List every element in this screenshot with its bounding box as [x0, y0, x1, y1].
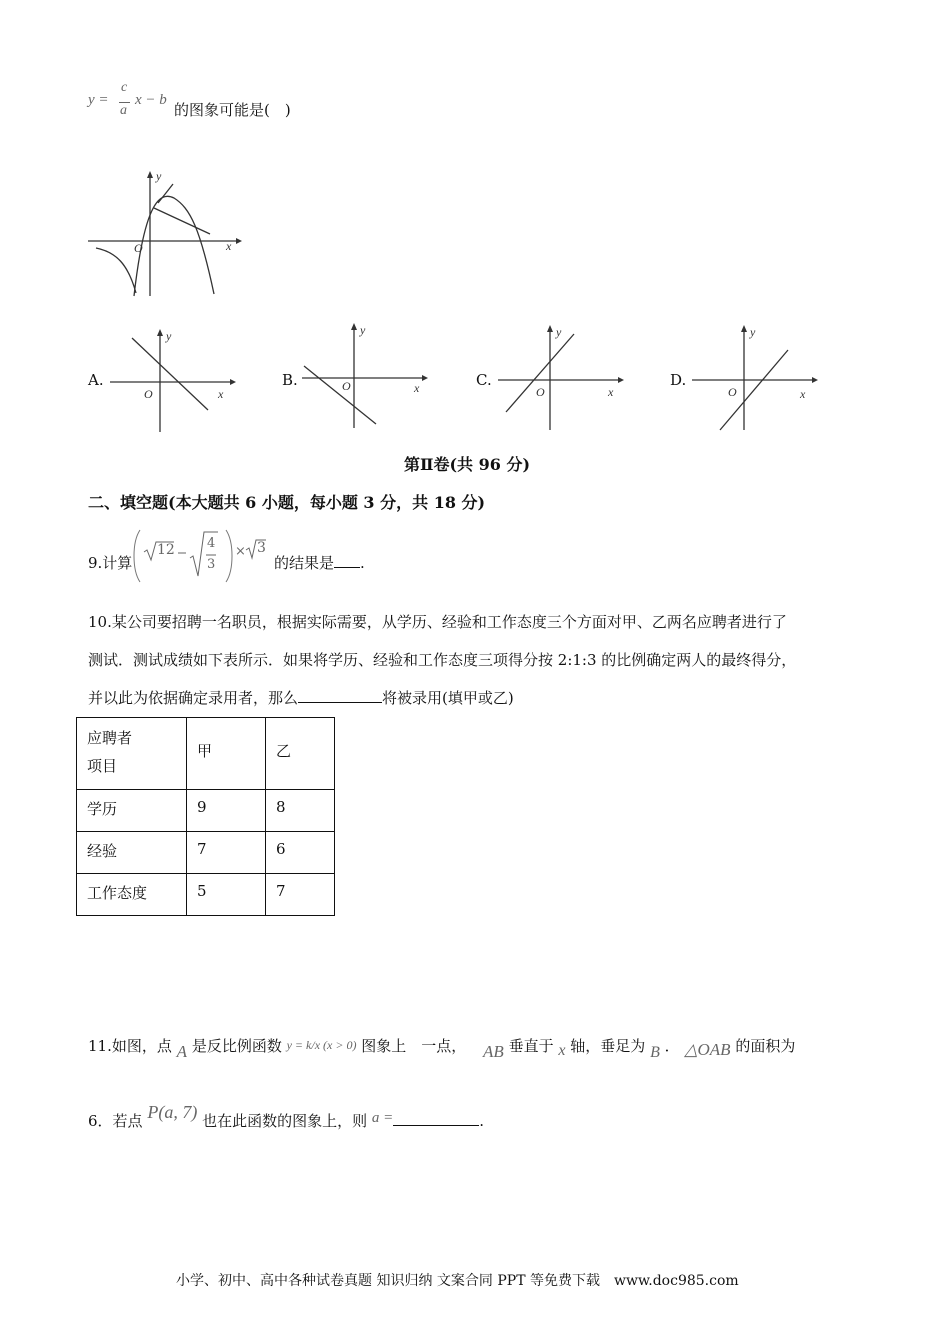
table-row [77, 832, 335, 874]
q9-prefix: 9.计算 [88, 554, 133, 572]
option-b-label: B. [282, 371, 298, 389]
table-item: 经验 [77, 832, 187, 874]
q11-line-2 [88, 1102, 485, 1132]
option-a-y: y [166, 329, 172, 343]
q9-suffix [274, 553, 365, 573]
table-cell: 8 [266, 790, 335, 832]
q9-times: × [235, 544, 246, 559]
option-d-graph [690, 322, 820, 434]
q9-sqrt3: 3 [257, 540, 266, 556]
q11-t4: 垂直于 [508, 1037, 554, 1055]
option-b-x: x [414, 381, 420, 395]
option-a-graph [108, 326, 238, 436]
main-graph-y-label: y [156, 169, 162, 183]
q11-point-a: A [176, 1042, 188, 1061]
table-item: 学历 [77, 790, 187, 832]
q9-frac-num: 4 [207, 536, 216, 551]
option-c-label: C. [476, 371, 492, 389]
q11-t7: 的面积为 [735, 1037, 796, 1055]
q11-answer-blank[interactable] [393, 1111, 479, 1126]
q11-end: . [479, 1112, 485, 1130]
table-row [77, 790, 335, 832]
table-item: 工作态度 [77, 874, 187, 916]
page-footer: 小学、初中、高中各种试卷真题 知识归纳 文案合同 PPT 等免费下载 www.doc985.com [176, 1273, 739, 1289]
q9-suffix-text: 的结果是 [274, 554, 335, 572]
q10-line-1: 10.某公司要招聘一名职员，根据实际需要，从学历、经验和工作态度三个方面对甲、乙两名应聘者进行了 [88, 613, 787, 631]
q10-line-2: 测试．测试成绩如下表所示．如果将学历、经验和工作态度三项得分按 2:1:3 的比例确定两人的最终得分， [88, 651, 797, 669]
option-b-o: O [342, 379, 351, 393]
option-c-y: y [556, 325, 562, 339]
q11-point-p: P [147, 1102, 159, 1122]
formula-den: a [120, 103, 127, 118]
option-a-o: O [144, 387, 153, 401]
option-a-x: x [218, 387, 224, 401]
q9-expression [132, 528, 272, 584]
option-d-y: y [750, 325, 756, 339]
q11-triangle: △OAB [684, 1040, 731, 1059]
fill-in-title: 二、填空题(本大题共 6 小题，每小题 3 分，共 18 分) [88, 493, 486, 512]
q11-l2a: 6．若点 [88, 1112, 143, 1130]
q11-x: x [558, 1042, 566, 1059]
option-d-x: x [800, 387, 806, 401]
q11-t3: 图象上 一点， [361, 1037, 467, 1055]
table-cell: 9 [187, 790, 266, 832]
table-cell: 7 [187, 832, 266, 874]
q11-t1: 11.如图，点 [88, 1037, 172, 1055]
q9-sqrt12: 12 [157, 542, 175, 558]
table-col-jia: 甲 [187, 718, 266, 790]
table-cell: 6 [266, 832, 335, 874]
main-graph-origin: O [134, 241, 143, 255]
q11-t6: ． [664, 1037, 680, 1055]
q8-formula [88, 80, 174, 128]
option-b-y: y [360, 323, 366, 337]
q11-ab: AB [483, 1042, 504, 1061]
table-row [77, 874, 335, 916]
q11-t5: 轴，垂足为 [570, 1037, 646, 1055]
option-d-o: O [728, 385, 737, 399]
option-c-graph [496, 322, 626, 432]
corner-applicant: 应聘者 [87, 729, 133, 747]
q11-function: y = k/x (x > 0) [286, 1038, 357, 1052]
main-function-graph [86, 168, 246, 300]
corner-item: 项目 [87, 757, 118, 775]
score-table [76, 717, 335, 916]
q9-frac-den: 3 [207, 557, 216, 572]
q11-t2: 是反比例函数 [191, 1037, 282, 1055]
formula-rest: x − b [135, 92, 167, 108]
section-title: 第Ⅱ卷(共 96 分) [404, 455, 531, 474]
q11-b: B [650, 1044, 660, 1061]
option-d-label: D. [670, 371, 687, 389]
table-col-yi: 乙 [266, 718, 335, 790]
formula-y: y = [88, 92, 109, 108]
q11-line-1 [88, 1036, 795, 1068]
table-cell: 5 [187, 874, 266, 916]
table-header-row [77, 718, 335, 790]
q10-line-3a: 并以此为依据确定录用者，那么 [88, 689, 299, 707]
option-c-o: O [536, 385, 545, 399]
table-cell: 7 [266, 874, 335, 916]
q11-a-eq: a = [371, 1110, 394, 1126]
q10-line-3b: 将被录用(填甲或乙) [382, 689, 514, 707]
q11-l2b: 也在此函数的图象上，则 [202, 1112, 368, 1130]
option-c-x: x [608, 385, 614, 399]
q9-answer-blank[interactable] [334, 553, 360, 568]
table-corner-cell [77, 718, 187, 790]
option-b-graph [300, 320, 430, 430]
q10-answer-blank[interactable] [298, 688, 382, 703]
q10-line-3 [88, 688, 514, 708]
q8-question-text: 的图象可能是( ) [174, 101, 291, 119]
q9-end: . [360, 554, 365, 572]
q11-p-coords: (a, 7) [158, 1102, 198, 1122]
formula-num: c [121, 80, 128, 95]
main-graph-x-label: x [226, 239, 232, 253]
option-a-label: A. [88, 371, 104, 389]
